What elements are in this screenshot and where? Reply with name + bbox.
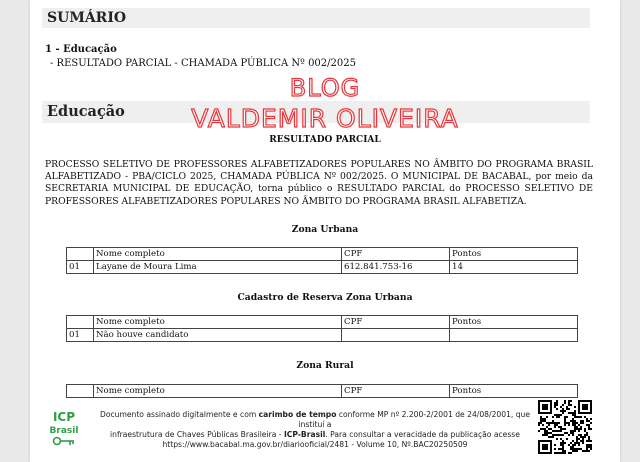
table-header-row (67, 385, 578, 398)
icp-brasil-logo (48, 408, 80, 448)
row-nome: Layane de Moura Lima (94, 261, 342, 274)
row-number: 01 (67, 329, 94, 342)
column-header-cpf: CPF (342, 248, 450, 261)
row-pontos (450, 329, 578, 342)
row-nome: Não houve candidato (94, 329, 342, 342)
row-number: 01 (67, 261, 94, 274)
reserva-urbana-title: Cadastro de Reserva Zona Urbana (237, 292, 413, 303)
table-header-row (67, 316, 578, 329)
summary-heading: SUMÁRIO (47, 10, 127, 26)
table-header-row (67, 248, 578, 261)
toc-item-link[interactable]: - RESULTADO PARCIAL - CHAMADA PÚBLICA Nº 002/2025 (50, 58, 356, 69)
zona-urbana-table (66, 247, 578, 274)
summary-header-bar (42, 8, 590, 28)
footer-line-2: infraestrutura de Chaves Públicas Brasileira - ICP-Brasil. Para consultar a veracidade da publicação acesse (110, 430, 520, 439)
column-header-nome: Nome completo (94, 316, 342, 329)
column-header-pontos: Pontos (450, 385, 578, 398)
column-header-nome: Nome completo (94, 248, 342, 261)
watermark-blog: BLOG (289, 74, 361, 102)
footer-line-1: Documento assinado digitalmente e com carimbo de tempo conforme MP nº 2.200-2/2001 de 24/08/2001, que instituí a (99, 410, 531, 429)
logo-bottom-text: Brasil (49, 426, 79, 436)
document-page (30, 0, 620, 462)
row-cpf: 612.841.753-16 (342, 261, 450, 274)
column-header-pontos: Pontos (450, 316, 578, 329)
zona-rural-table (66, 384, 578, 398)
column-header-nome: Nome completo (94, 385, 342, 398)
document-title: RESULTADO PARCIAL (269, 135, 381, 145)
toc-category: 1 - Educação (45, 44, 117, 55)
document-paragraph: PROCESSO SELETIVO DE PROFESSORES ALFABETIZADORES POPULARES NO ÂMBITO DO PROGRAMA BRASIL ALFABETIZADO - PBA/CICLO 2025, CHAMADA PÚBLICA Nº 002/2025. O MUNICIPAL DE BACABAL, por meio da SECRETARIA MUNICIPAL DE EDUCAÇÃO, torna público o RESULTADO PARCIAL do PROCESSO SELETIVO DE PROFESSORES ALFABETIZADORES POPULARES NO ÂMBITO DO PROGRAMA BRASIL ALFABETIZA. (45, 159, 593, 207)
qr-code (538, 400, 592, 454)
row-pontos: 14 (450, 261, 578, 274)
signature-footer (90, 410, 540, 450)
watermark-author: VALDEMIR OLIVEIRA (191, 104, 459, 133)
column-header-pontos: Pontos (450, 248, 578, 261)
reserva-urbana-table (66, 315, 578, 342)
logo-top-text: ICP (52, 410, 76, 424)
table-row (67, 329, 578, 342)
zona-urbana-title: Zona Urbana (291, 224, 359, 235)
column-header-cpf: CPF (342, 385, 450, 398)
table-row (67, 261, 578, 274)
column-header-cpf: CPF (342, 316, 450, 329)
row-cpf (342, 329, 450, 342)
section-heading: Educação (47, 103, 125, 120)
zona-rural-title: Zona Rural (296, 360, 354, 371)
footer-verification-link[interactable]: https://www.bacabal.ma.gov.br/diariooficial/2481 - Volume 10, Nº.BAC20250509 (162, 440, 468, 449)
